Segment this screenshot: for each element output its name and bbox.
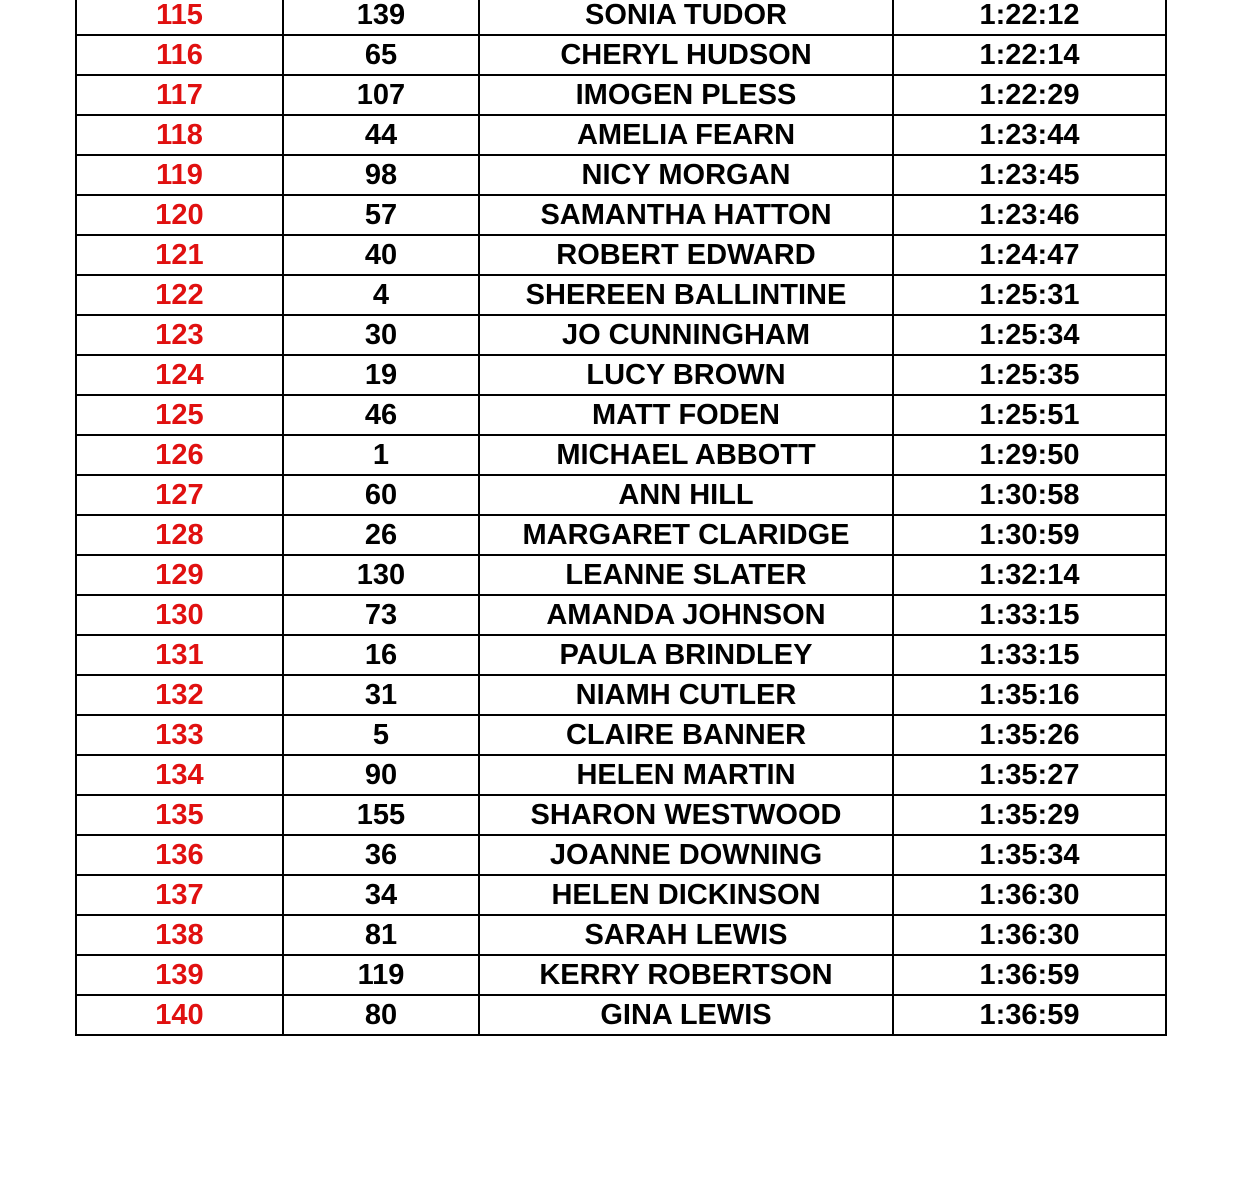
table-row: [76, 835, 1166, 875]
bib-number: 80: [283, 995, 479, 1035]
runner-name: JOANNE DOWNING: [479, 835, 893, 875]
finish-position: 133: [76, 715, 283, 755]
finish-position: 115: [76, 0, 283, 35]
finish-position: 134: [76, 755, 283, 795]
finish-time: 1:23:46: [893, 195, 1166, 235]
table-row: [76, 955, 1166, 995]
finish-time: 1:25:35: [893, 355, 1166, 395]
table-row: [76, 875, 1166, 915]
bib-number: 155: [283, 795, 479, 835]
runner-name: SONIA TUDOR: [479, 0, 893, 35]
finish-time: 1:24:47: [893, 235, 1166, 275]
runner-name: JO CUNNINGHAM: [479, 315, 893, 355]
results-table-body: [76, 0, 1166, 1035]
finish-position: 139: [76, 955, 283, 995]
finish-position: 117: [76, 75, 283, 115]
table-row: [76, 515, 1166, 555]
runner-name: LEANNE SLATER: [479, 555, 893, 595]
finish-time: 1:35:27: [893, 755, 1166, 795]
table-row: [76, 755, 1166, 795]
runner-name: SHEREEN BALLINTINE: [479, 275, 893, 315]
finish-position: 137: [76, 875, 283, 915]
bib-number: 60: [283, 475, 479, 515]
runner-name: PAULA BRINDLEY: [479, 635, 893, 675]
table-row: [76, 395, 1166, 435]
runner-name: ANN HILL: [479, 475, 893, 515]
finish-position: 127: [76, 475, 283, 515]
bib-number: 65: [283, 35, 479, 75]
table-row: [76, 235, 1166, 275]
runner-name: NIAMH CUTLER: [479, 675, 893, 715]
finish-time: 1:22:14: [893, 35, 1166, 75]
finish-position: 123: [76, 315, 283, 355]
finish-time: 1:32:14: [893, 555, 1166, 595]
finish-time: 1:35:16: [893, 675, 1166, 715]
bib-number: 130: [283, 555, 479, 595]
bib-number: 46: [283, 395, 479, 435]
table-row: [76, 915, 1166, 955]
finish-position: 126: [76, 435, 283, 475]
table-row: [76, 355, 1166, 395]
table-row: [76, 115, 1166, 155]
results-table: [75, 0, 1167, 1036]
table-row: [76, 35, 1166, 75]
bib-number: 16: [283, 635, 479, 675]
finish-position: 120: [76, 195, 283, 235]
table-row: [76, 595, 1166, 635]
table-row: [76, 275, 1166, 315]
finish-position: 119: [76, 155, 283, 195]
finish-time: 1:36:59: [893, 955, 1166, 995]
table-row: [76, 715, 1166, 755]
bib-number: 98: [283, 155, 479, 195]
runner-name: LUCY BROWN: [479, 355, 893, 395]
runner-name: AMANDA JOHNSON: [479, 595, 893, 635]
bib-number: 107: [283, 75, 479, 115]
bib-number: 30: [283, 315, 479, 355]
finish-time: 1:30:58: [893, 475, 1166, 515]
finish-time: 1:25:51: [893, 395, 1166, 435]
finish-time: 1:36:59: [893, 995, 1166, 1035]
table-row: [76, 795, 1166, 835]
table-row: [76, 315, 1166, 355]
bib-number: 4: [283, 275, 479, 315]
finish-position: 116: [76, 35, 283, 75]
finish-time: 1:35:29: [893, 795, 1166, 835]
runner-name: CHERYL HUDSON: [479, 35, 893, 75]
table-row: [76, 555, 1166, 595]
finish-time: 1:25:31: [893, 275, 1166, 315]
bib-number: 81: [283, 915, 479, 955]
bib-number: 40: [283, 235, 479, 275]
runner-name: IMOGEN PLESS: [479, 75, 893, 115]
finish-position: 136: [76, 835, 283, 875]
bib-number: 44: [283, 115, 479, 155]
table-row: [76, 635, 1166, 675]
runner-name: MARGARET CLARIDGE: [479, 515, 893, 555]
finish-time: 1:23:44: [893, 115, 1166, 155]
bib-number: 73: [283, 595, 479, 635]
runner-name: HELEN MARTIN: [479, 755, 893, 795]
finish-position: 131: [76, 635, 283, 675]
finish-time: 1:33:15: [893, 595, 1166, 635]
bib-number: 5: [283, 715, 479, 755]
finish-time: 1:29:50: [893, 435, 1166, 475]
table-row: [76, 75, 1166, 115]
finish-position: 130: [76, 595, 283, 635]
bib-number: 26: [283, 515, 479, 555]
bib-number: 31: [283, 675, 479, 715]
bib-number: 57: [283, 195, 479, 235]
runner-name: NICY MORGAN: [479, 155, 893, 195]
finish-position: 128: [76, 515, 283, 555]
finish-time: 1:35:34: [893, 835, 1166, 875]
runner-name: SARAH LEWIS: [479, 915, 893, 955]
finish-time: 1:30:59: [893, 515, 1166, 555]
table-row: [76, 995, 1166, 1035]
finish-time: 1:23:45: [893, 155, 1166, 195]
table-row: [76, 155, 1166, 195]
runner-name: AMELIA FEARN: [479, 115, 893, 155]
table-row: [76, 195, 1166, 235]
finish-time: 1:36:30: [893, 875, 1166, 915]
bib-number: 1: [283, 435, 479, 475]
runner-name: HELEN DICKINSON: [479, 875, 893, 915]
bib-number: 119: [283, 955, 479, 995]
bib-number: 19: [283, 355, 479, 395]
table-row: [76, 675, 1166, 715]
finish-position: 132: [76, 675, 283, 715]
finish-position: 135: [76, 795, 283, 835]
finish-position: 124: [76, 355, 283, 395]
finish-time: 1:33:15: [893, 635, 1166, 675]
runner-name: KERRY ROBERTSON: [479, 955, 893, 995]
finish-position: 121: [76, 235, 283, 275]
bib-number: 34: [283, 875, 479, 915]
finish-position: 138: [76, 915, 283, 955]
finish-position: 122: [76, 275, 283, 315]
table-row: [76, 0, 1166, 35]
finish-time: 1:25:34: [893, 315, 1166, 355]
runner-name: SHARON WESTWOOD: [479, 795, 893, 835]
finish-position: 118: [76, 115, 283, 155]
table-row: [76, 435, 1166, 475]
finish-time: 1:35:26: [893, 715, 1166, 755]
finish-time: 1:36:30: [893, 915, 1166, 955]
finish-position: 140: [76, 995, 283, 1035]
finish-time: 1:22:12: [893, 0, 1166, 35]
runner-name: GINA LEWIS: [479, 995, 893, 1035]
bib-number: 36: [283, 835, 479, 875]
runner-name: MATT FODEN: [479, 395, 893, 435]
runner-name: SAMANTHA HATTON: [479, 195, 893, 235]
runner-name: MICHAEL ABBOTT: [479, 435, 893, 475]
runner-name: CLAIRE BANNER: [479, 715, 893, 755]
finish-position: 125: [76, 395, 283, 435]
finish-position: 129: [76, 555, 283, 595]
runner-name: ROBERT EDWARD: [479, 235, 893, 275]
finish-time: 1:22:29: [893, 75, 1166, 115]
bib-number: 139: [283, 0, 479, 35]
table-row: [76, 475, 1166, 515]
bib-number: 90: [283, 755, 479, 795]
